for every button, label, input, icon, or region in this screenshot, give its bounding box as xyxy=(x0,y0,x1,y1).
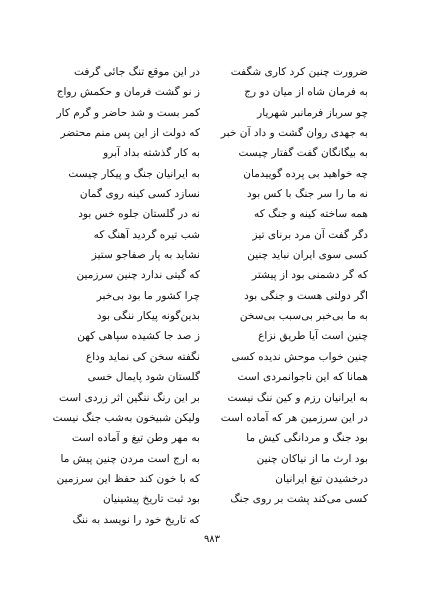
verse-line: در این موقع تنگ جائی گرفت xyxy=(73,66,200,78)
verse-line: بود ارث ما از نیاکان چنین xyxy=(256,452,368,465)
verse-line: که تاریخ خود را نویسد به ننگ xyxy=(72,513,200,526)
verse-line: به مهر وطن تیغ و آماده است xyxy=(71,432,200,445)
verse-line: بود ثبت تاریخ پیشینیان xyxy=(102,493,200,506)
verse-line: به جهدی روان گشت و داد آن خبر xyxy=(220,127,368,140)
verse-line: نشاید به پار صفاجو ستیز xyxy=(91,249,200,262)
verse-line: نگفته سخن کی نماید وداع xyxy=(85,350,200,363)
verse-line: دگر گفت آن مرد برنای تیز xyxy=(252,228,368,241)
verse-line: اگر دولتی هست و جنگی بود xyxy=(244,289,368,302)
verse-line: به ایرانیان جنگ و پیکار چیست xyxy=(68,167,200,180)
verse-line: بر این رنگ ننگین اثر زردی است xyxy=(59,391,200,404)
verse-line: که دولت از این پس منم محتضر xyxy=(60,127,200,140)
verse-line: به فرمان شاه از میان دو رج xyxy=(244,86,368,99)
verse-line: چه خواهید بی پرده گوییدمان xyxy=(243,167,368,180)
verse-line: ضرورت چنین کرد کاری شگفت xyxy=(230,66,368,78)
verse-line: به ایرانیان رزم و کین ننگ نیست xyxy=(227,391,368,404)
verse-line: بود جنگ و مردانگی کیش ما xyxy=(246,432,368,445)
verse-line: کمر بست و شد حاضر و گرم کار xyxy=(56,106,200,119)
poem-right-column xyxy=(220,62,368,510)
verse-line: گلستان شود پایمال خسی xyxy=(87,371,200,384)
verse-line: بدین‌گونه پیکار ننگی بود xyxy=(96,310,200,323)
verse-line: شب تیره گردید آهنگ که xyxy=(93,228,200,241)
verse-line: چو سرباز فرمانبر شهریار xyxy=(257,106,368,119)
verse-line: که با خون کند حفظ این سرزمین xyxy=(56,472,200,485)
poem-left-column xyxy=(52,62,200,530)
verse-line: به کار گذشته بداد آبرو xyxy=(103,147,200,160)
verse-line: همه ساخته کینه و جنگ که xyxy=(254,208,368,221)
verse-line: کسی سوی ایران نباید چنین xyxy=(247,249,368,262)
verse-line: چنین است آیا طریق نزاع xyxy=(258,330,368,343)
verse-line: ز صد جا کشیده سپاهی کهن xyxy=(77,330,200,343)
verse-line: چرا کشور ما بود بی‌خبر xyxy=(96,289,200,302)
verse-line: که گیتی ندارد چنین سرزمین xyxy=(76,269,200,282)
verse-line: همانا که این ناجوانمردی است xyxy=(237,371,368,384)
verse-line: به ارج است مردن چنین پیش ما xyxy=(60,452,200,465)
verse-line: نسازد کسی کینه روی گمان xyxy=(79,188,200,201)
verse-line: ولیکن شبیخون به‌شب جنگ نیست xyxy=(52,411,200,424)
verse-line: که گر دشمنی بود از پیشتر xyxy=(251,269,368,282)
page-number: ۹۸۳ xyxy=(203,534,221,545)
verse-line: نه در گلستان جلوه خس بود xyxy=(78,208,200,221)
verse-line: چنین خواب موحش ندیده کسی xyxy=(231,350,368,363)
verse-line: در این سرزمین هر که آماده است xyxy=(220,411,368,424)
verse-line: به ما بی‌خبر بی‌سبب بی‌سخن xyxy=(239,310,368,323)
verse-line: درخشیدن تیغ ایرانیان xyxy=(275,472,368,485)
verse-line: نه ما را سر جنگ با کس بود xyxy=(247,188,368,201)
verse-line: ز نو گشت فرمان و حکمش رواج xyxy=(56,86,200,99)
verse-line: به بیگانگان گفت گفتار چیست xyxy=(238,147,368,160)
verse-line: کسی می‌کند پشت بر روی جنگ xyxy=(230,493,368,506)
